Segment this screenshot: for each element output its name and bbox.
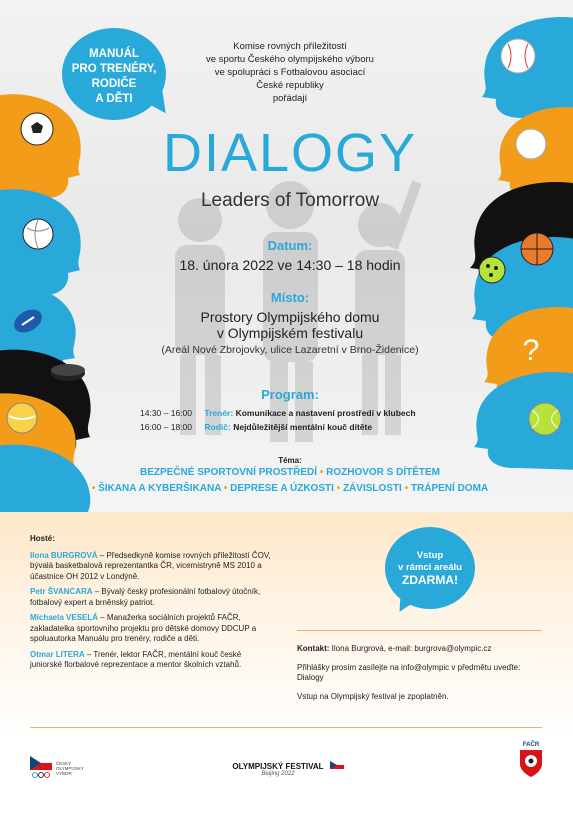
host-name: Petr ŠVANCARA (30, 587, 93, 596)
host-name: Otmar LITERA (30, 649, 85, 659)
fee-text: Vstup na Olympijský festival je zpoplatněn. (297, 691, 449, 701)
cov-logo (30, 756, 86, 780)
contact-value[interactable]: Ilona Burgrová, e-mail: burgrova@olympic.cz (329, 644, 492, 653)
host-entry (30, 613, 275, 645)
festival-sub: Beijing 2022 (261, 771, 295, 777)
facr-logo (516, 742, 546, 783)
golf-ball-icon (515, 128, 547, 160)
organizer-line: pořádají (272, 93, 308, 104)
topics-block (60, 456, 520, 497)
topic-item: ZÁVISLOSTI (342, 483, 402, 494)
floorball-icon (478, 256, 506, 284)
organizer-line: ve spolupráci s Fotbalovou asociací (214, 67, 366, 78)
program-time: 14:30 – 16:00 (140, 408, 192, 418)
beach-volleyball-icon (6, 402, 38, 434)
program-time: 16:00 – 18:00 (140, 422, 192, 432)
soccer-ball-icon (20, 112, 54, 146)
host-name: Ilona BURGROVÁ (30, 550, 98, 560)
volleyball-icon (22, 218, 54, 250)
event-subtitle: Leaders of Tomorrow (200, 190, 380, 211)
czech-flag-icon (30, 756, 52, 780)
program-heading: Program: (261, 387, 319, 402)
festival-title: OLYMPIJSKÝ FESTIVAL (232, 762, 324, 771)
host-desc: – Trenér, lektor FAČR, mentální kouč české juniorské florbalové reprezentace a mentor školních vztahů. (30, 649, 242, 669)
topics-row-1: BEZPEČNÉ SPORTOVNÍ PROSTŘEDÍ • ROZHOVOR S DÍTĚTEM (139, 467, 441, 478)
entry-line-3: ZDARMA! (402, 573, 458, 587)
host-entry (30, 650, 275, 671)
program-list (140, 406, 416, 434)
program-text: Komunikace a nastavení prostředí v klubech (235, 408, 416, 418)
organizer-line: Komise rovných příležitostí (233, 41, 347, 52)
program-role: Rodič: (204, 422, 231, 432)
baseball-icon (500, 38, 536, 74)
contact-label: Kontakt: (297, 644, 330, 653)
program-item (140, 406, 416, 420)
organizer-text (140, 40, 440, 105)
hockey-puck-icon (50, 362, 86, 384)
czech-flag-small-icon (330, 761, 344, 775)
hosts-label: Hosté: (30, 534, 55, 543)
program-label (140, 386, 440, 404)
organizer-line: ve sportu Českého olympijského výboru (206, 54, 374, 65)
entry-line-1: Vstup (416, 550, 444, 561)
divider (297, 630, 542, 631)
host-name: Michaela VESELÁ (30, 613, 99, 622)
facr-shield-icon (518, 748, 544, 778)
festival-logo (228, 762, 328, 777)
topic-item: BEZPEČNÉ SPORTOVNÍ PROSTŘEDÍ (139, 467, 318, 478)
organizer-line: České republiky (256, 80, 324, 91)
place-label: Místo: (270, 290, 310, 305)
entry-line-2: v rámci areálu (398, 562, 462, 573)
topic-item: ŠIKANA A KYBERŠIKANA (98, 483, 222, 494)
badge-line-2: PRO TRENÉRY, (71, 63, 157, 75)
place-line-2: v Olympijském festivalu (216, 325, 364, 341)
badge-line-4: A DĚTI (95, 93, 133, 105)
contact-block (297, 644, 542, 710)
program-item (140, 420, 416, 434)
date-value: 18. února 2022 ve 14:30 – 18 hodin (179, 257, 401, 273)
host-desc: – Manažerka sociálních projektů FAČR, zakladatelka sportovního projektu pro dětské domovy DDCUP a spoluautorka Manuálu pro trenéry, rodiče a děti. (30, 613, 257, 643)
place-line-1: Prostory Olympijského domu (200, 309, 380, 325)
basketball-icon (520, 232, 554, 266)
hosts-block (30, 534, 275, 676)
host-desc: – Bývalý český profesionální fotbalový útočník, fotbalový expert a brněnský patriot. (30, 587, 261, 607)
date-block (140, 238, 440, 273)
entry-badge (385, 527, 475, 609)
cov-logo-text: ČESKÝ OLYMPIJSKÝ VÝBOR (56, 760, 84, 776)
program-role: Trenér: (204, 408, 234, 418)
host-desc: – Předsedkyně komise rovných příležitostí ČOV, bývalá basketbalová reprezentantka ČR, vicemistryně MS 2010 a účastnice OH 2012 v Londýně. (30, 550, 271, 581)
program-text: Nejdůležitější mentální kouč dítěte (233, 422, 373, 432)
registration-text: Přihlášky prosím zasílejte na info@olympic v předmětu uveďte: Dialogy (297, 662, 521, 682)
topic-item: ROZHOVOR S DÍTĚTEM (326, 467, 441, 478)
date-label: Datum: (267, 238, 313, 253)
topics-row-2: • ŠIKANA A KYBERŠIKANA • DEPRESE A ÚZKOSTI • ZÁVISLOSTI • TRÁPENÍ DOMA (91, 483, 489, 494)
host-entry (30, 551, 275, 583)
event-title: DIALOGY (162, 123, 418, 183)
topic-item: TRÁPENÍ DOMA (410, 483, 489, 494)
contact-line (297, 644, 542, 655)
question-mark-icon (516, 332, 546, 366)
svg-text:?: ? (522, 334, 540, 366)
facr-text: FAČR (522, 742, 540, 748)
tennis-ball-icon (528, 402, 562, 436)
host-entry (30, 587, 275, 608)
footer-logos (0, 740, 573, 800)
place-address: (Areál Nové Zbrojovky, ulice Lazaretní v Brno-Židenice) (161, 344, 419, 356)
badge-line-3: RODIČE (91, 78, 137, 90)
topics-label: Téma: (278, 456, 302, 465)
topic-item: DEPRESE A ÚZKOSTI (230, 483, 334, 494)
footer-divider (30, 727, 542, 728)
place-block (110, 290, 470, 356)
badge-line-1: MANUÁL (89, 48, 139, 60)
rugby-ball-icon (12, 305, 44, 337)
